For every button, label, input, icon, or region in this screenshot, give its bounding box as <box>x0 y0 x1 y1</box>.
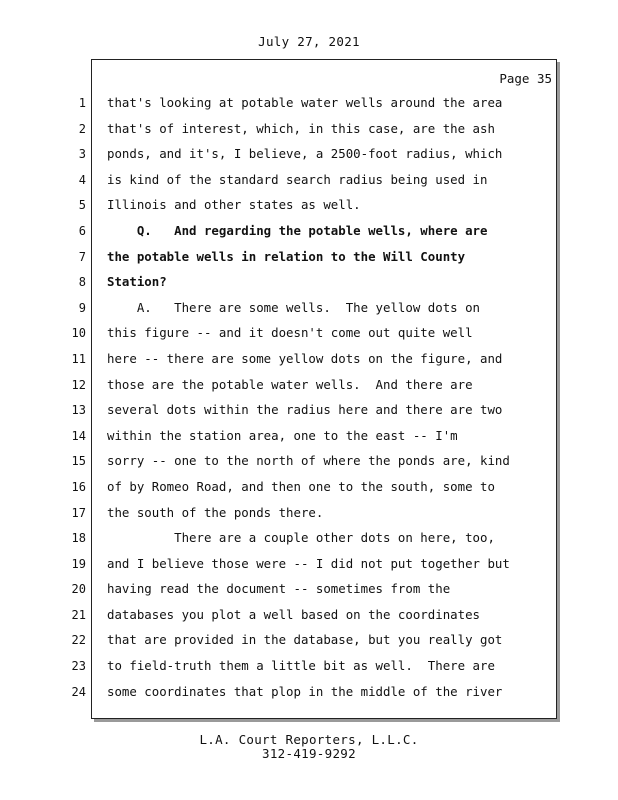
line-number: 17 <box>71 505 86 520</box>
line-number: 1 <box>78 96 86 110</box>
transcript-line: of by Romeo Road, and then one to the south, some to <box>107 478 495 494</box>
line-number: 15 <box>71 454 86 469</box>
transcript-line: within the station area, one to the east -- I'm <box>107 427 458 443</box>
transcript-line: to field-truth them a little bit as well. There are <box>107 658 495 674</box>
line-number: 12 <box>71 377 86 392</box>
header-date: July 27, 2021 <box>258 34 360 49</box>
line-number: 9 <box>78 300 86 315</box>
line-number: 24 <box>71 684 86 699</box>
line-number: 23 <box>71 659 86 674</box>
line-number: 3 <box>78 147 86 162</box>
footer-phone: 312-419-9292 <box>262 746 356 761</box>
transcript-line: sorry -- one to the north of where the ponds are, kind <box>107 453 510 469</box>
transcript-line: Illinois and other states as well. <box>107 197 361 213</box>
transcript-line: here -- there are some yellow dots on the figure, and <box>107 350 503 366</box>
line-number: 13 <box>71 403 86 418</box>
line-number: 16 <box>71 479 86 494</box>
transcript-line: some coordinates that plop in the middle of the river <box>107 683 503 699</box>
line-number: 19 <box>71 556 86 571</box>
line-number: 20 <box>71 582 86 597</box>
line-number: 10 <box>71 326 86 341</box>
transcript-line: this figure -- and it doesn't come out quite well <box>107 325 473 341</box>
line-number: 21 <box>71 607 86 622</box>
transcript-text <box>107 94 547 708</box>
line-number: 18 <box>71 531 86 546</box>
transcript-line: that are provided in the database, but you really got <box>107 632 503 648</box>
transcript-line: is kind of the standard search radius being used in <box>107 171 488 187</box>
line-number: 8 <box>78 275 86 290</box>
page-number: Page 35 <box>499 71 552 86</box>
line-number: 4 <box>78 172 86 187</box>
line-number: 11 <box>71 351 86 366</box>
transcript-line: the south of the ponds there. <box>107 504 324 520</box>
transcript-line: that's of interest, which, in this case, are the ash <box>107 120 495 136</box>
transcript-line: databases you plot a well based on the coordinates <box>107 606 480 622</box>
line-number: 22 <box>71 633 86 648</box>
transcript-line: that's looking at potable water wells around the area <box>107 95 503 110</box>
line-number: 2 <box>78 121 86 136</box>
footer <box>0 733 618 761</box>
transcript-line: ponds, and it's, I believe, a 2500-foot radius, which <box>107 146 503 162</box>
transcript-line: those are the potable water wells. And there are <box>107 376 473 392</box>
footer-company: L.A. Court Reporters, L.L.C. <box>199 732 419 747</box>
line-number: 7 <box>78 249 86 264</box>
answer-line: A. There are some wells. The yellow dots on <box>107 299 480 315</box>
transcript-line: There are a couple other dots on here, too, <box>107 530 495 546</box>
line-number: 5 <box>78 198 86 213</box>
line-number: 14 <box>71 428 86 443</box>
transcript-line: and I believe those were -- I did not put together but <box>107 555 510 571</box>
transcript-line: several dots within the radius here and there are two <box>107 402 503 418</box>
question-line: Q. And regarding the potable wells, where are <box>107 222 488 238</box>
question-line: the potable wells in relation to the Will County <box>107 248 466 264</box>
question-line: Station? <box>107 274 167 290</box>
transcript-line: having read the document -- sometimes from the <box>107 581 451 597</box>
line-number-column <box>60 94 86 708</box>
line-number: 6 <box>78 223 86 238</box>
